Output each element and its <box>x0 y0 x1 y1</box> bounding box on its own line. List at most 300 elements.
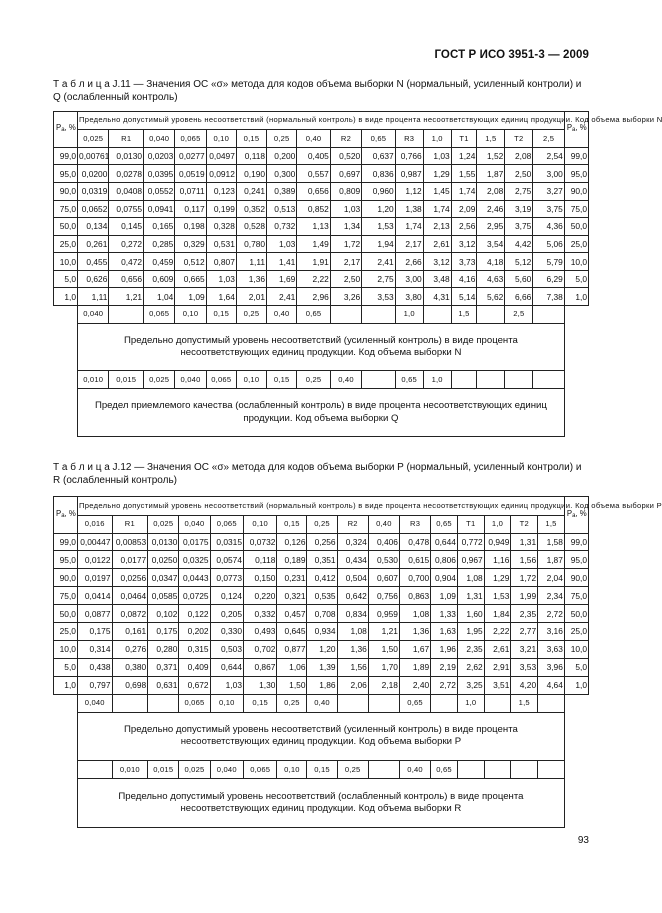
value-cell: 2,41 <box>362 253 396 271</box>
value-cell: 0,438 <box>77 658 112 676</box>
value-cell: 0,457 <box>277 605 307 623</box>
value-cell: 0,949 <box>484 533 511 551</box>
code-cell: 0,10 <box>243 515 276 533</box>
code-cell: 0,10 <box>206 130 236 148</box>
code-row <box>54 130 589 148</box>
value-cell: 3,12 <box>423 253 451 271</box>
reduced-code-cell <box>362 371 396 389</box>
value-cell: 2,22 <box>484 623 511 641</box>
value-cell: 1,49 <box>297 235 331 253</box>
value-cell: 2,61 <box>484 640 511 658</box>
value-cell: 0,520 <box>330 147 361 165</box>
value-cell: 0,0773 <box>210 569 243 587</box>
pa-cell-right: 10,0 <box>564 640 588 658</box>
value-cell: 3,53 <box>511 658 538 676</box>
normal-inspection-header: Предельно допустимый уровень несоответствий (нормальный контроль) в виде процента несоответствующих единиц продукции. Код объема выборки P <box>77 497 564 516</box>
value-cell: 1,94 <box>362 235 396 253</box>
reduced-code-cell <box>511 761 538 779</box>
value-cell: 0,0130 <box>148 533 179 551</box>
reduced-code-cell <box>484 761 511 779</box>
value-cell: 0,205 <box>210 605 243 623</box>
value-cell: 1,11 <box>78 288 109 306</box>
value-cell: 4,64 <box>538 676 565 694</box>
reduced-code-cell: 0,015 <box>109 371 144 389</box>
value-cell: 1,36 <box>337 640 368 658</box>
value-cell: 0,0122 <box>77 551 112 569</box>
tightened-code-row <box>54 694 589 712</box>
pa-cell: 1,0 <box>54 676 78 694</box>
value-cell: 0,175 <box>148 623 179 641</box>
reduced-code-cell: 0,040 <box>175 371 206 389</box>
value-cell: 1,58 <box>538 533 565 551</box>
value-cell: 0,0130 <box>109 147 144 165</box>
value-cell: 2,35 <box>511 605 538 623</box>
value-cell: 1,50 <box>368 640 399 658</box>
reduced-code-cell: 0,065 <box>206 371 236 389</box>
spacer-cell <box>54 305 78 323</box>
reduced-code-cell: 0,40 <box>330 371 361 389</box>
spacer-cell <box>54 712 78 761</box>
value-cell: 0,809 <box>330 183 361 201</box>
table-row <box>54 235 589 253</box>
pa-cell-right: 25,0 <box>564 235 588 253</box>
value-cell: 0,836 <box>362 165 396 183</box>
value-cell: 1,74 <box>423 200 451 218</box>
value-cell: 0,434 <box>337 551 368 569</box>
table-row <box>54 605 589 623</box>
tightened-code-row <box>54 305 589 323</box>
value-cell: 2,46 <box>477 200 505 218</box>
value-cell: 0,472 <box>109 253 144 271</box>
value-cell: 2,17 <box>395 235 423 253</box>
value-cell: 0,665 <box>175 270 206 288</box>
spacer-cell <box>564 761 588 779</box>
reduced-code-cell <box>477 371 505 389</box>
table-j11 <box>53 111 662 437</box>
value-cell: 1,87 <box>477 165 505 183</box>
reduced-code-cell: 0,040 <box>210 761 243 779</box>
reduced-code-row <box>54 371 589 389</box>
spacer-cell <box>564 779 588 828</box>
table-row <box>54 587 589 605</box>
page-number: 93 <box>577 835 589 846</box>
code-cell: T2 <box>511 515 538 533</box>
code-cell: 0,040 <box>144 130 175 148</box>
pa-subscript: a <box>572 127 576 134</box>
reduced-desc-row <box>54 779 589 828</box>
spacer-cell <box>564 305 588 323</box>
value-cell: 0,231 <box>277 569 307 587</box>
code-cell: T2 <box>505 130 533 148</box>
pa-cell: 10,0 <box>54 253 78 271</box>
value-cell: 1,63 <box>431 623 458 641</box>
value-cell: 0,867 <box>243 658 276 676</box>
value-cell: 0,124 <box>210 587 243 605</box>
value-cell: 2,56 <box>451 218 477 236</box>
pa-cell: 95,0 <box>54 551 78 569</box>
pa-cell-right: 99,0 <box>564 147 588 165</box>
tightened-code-cell <box>330 305 361 323</box>
value-cell: 3,51 <box>484 676 511 694</box>
value-cell: 0,656 <box>297 183 331 201</box>
value-cell: 1,41 <box>267 253 297 271</box>
code-cell: 0,016 <box>77 515 112 533</box>
value-cell: 0,512 <box>175 253 206 271</box>
value-cell: 0,145 <box>109 218 144 236</box>
tightened-code-cell <box>533 305 565 323</box>
value-cell: 0,642 <box>337 587 368 605</box>
value-cell: 2,54 <box>533 147 565 165</box>
code-cell: 0,40 <box>368 515 399 533</box>
value-cell: 0,0552 <box>144 183 175 201</box>
table-row <box>54 569 589 587</box>
code-cell: R3 <box>399 515 430 533</box>
value-cell: 5,14 <box>451 288 477 306</box>
value-cell: 0,644 <box>210 658 243 676</box>
value-cell: 4,31 <box>423 288 451 306</box>
tightened-code-cell <box>337 694 368 712</box>
reduced-code-cell: 0,15 <box>267 371 297 389</box>
pa-cell: 90,0 <box>54 183 78 201</box>
value-cell: 0,412 <box>307 569 337 587</box>
reduced-code-cell <box>505 371 533 389</box>
value-cell: 2,19 <box>431 658 458 676</box>
value-cell: 2,04 <box>538 569 565 587</box>
value-cell: 3,00 <box>533 165 565 183</box>
pa-symbol: P <box>566 508 573 518</box>
value-cell: 3,12 <box>451 235 477 253</box>
value-cell: 0,00447 <box>77 533 112 551</box>
tightened-code-cell: 0,25 <box>236 305 266 323</box>
reduced-code-cell: 0,010 <box>78 371 109 389</box>
value-cell: 0,0256 <box>112 569 148 587</box>
pa-cell-right: 25,0 <box>564 623 588 641</box>
pa-cell-right: 50,0 <box>564 605 588 623</box>
value-cell: 0,0574 <box>210 551 243 569</box>
tightened-code-cell: 0,15 <box>206 305 236 323</box>
spacer-cell <box>54 779 78 828</box>
value-cell: 0,0872 <box>112 605 148 623</box>
reduced-code-cell: 0,010 <box>112 761 148 779</box>
value-cell: 1,39 <box>307 658 337 676</box>
value-cell: 0,459 <box>144 253 175 271</box>
reduced-code-cell: 0,015 <box>148 761 179 779</box>
value-cell: 0,0711 <box>175 183 206 201</box>
tightened-code-cell: 1,5 <box>451 305 477 323</box>
value-cell: 0,118 <box>236 147 266 165</box>
reduced-code-cell <box>538 761 565 779</box>
value-cell: 0,0519 <box>175 165 206 183</box>
value-cell: 0,0652 <box>78 200 109 218</box>
value-cell: 0,607 <box>368 569 399 587</box>
value-cell: 7,38 <box>533 288 565 306</box>
value-cell: 0,189 <box>277 551 307 569</box>
normal-inspection-header: Предельно допустимый уровень несоответствий (нормальный контроль) в виде процента несоответствующих единиц продукции. Код объема выборки N <box>78 112 565 130</box>
reduced-code-cell: 0,10 <box>277 761 307 779</box>
pa-cell: 10,0 <box>54 640 78 658</box>
tightened-code-cell: 0,40 <box>267 305 297 323</box>
code-cell: R2 <box>330 130 361 148</box>
value-cell: 2,72 <box>431 676 458 694</box>
pa-cell: 25,0 <box>54 623 78 641</box>
value-cell: 4,63 <box>477 270 505 288</box>
pa-cell-right: 5,0 <box>564 658 588 676</box>
pa-cell-right: 90,0 <box>564 183 588 201</box>
reduced-desc-row <box>54 389 589 437</box>
value-cell: 2,91 <box>484 658 511 676</box>
tightened-code-cell: 0,040 <box>77 694 112 712</box>
value-cell: 0,256 <box>307 533 337 551</box>
tightened-desc-row <box>54 712 589 761</box>
tightened-description: Предельно допустимый уровень несоответствий (усиленный контроль) в виде процента несоответствующих единиц продукции. Код объема выборки P <box>77 712 564 761</box>
tightened-code-cell: 0,10 <box>175 305 206 323</box>
value-cell: 0,698 <box>112 676 148 694</box>
value-cell: 0,117 <box>175 200 206 218</box>
value-cell: 0,0585 <box>148 587 179 605</box>
pa-subscript: a <box>61 127 65 134</box>
pa-unit: , % <box>575 508 587 518</box>
value-cell: 2,08 <box>505 147 533 165</box>
value-cell: 1,38 <box>395 200 423 218</box>
value-cell: 2,96 <box>297 288 331 306</box>
value-cell: 2,75 <box>362 270 396 288</box>
pa-cell: 50,0 <box>54 218 78 236</box>
pa-cell: 25,0 <box>54 235 78 253</box>
value-cell: 1,33 <box>431 605 458 623</box>
pa-cell-right: 1,0 <box>564 288 588 306</box>
value-cell: 0,672 <box>179 676 210 694</box>
value-cell: 0,631 <box>148 676 179 694</box>
code-cell: 0,40 <box>297 130 331 148</box>
tightened-code-cell <box>368 694 399 712</box>
pa-cell: 5,0 <box>54 270 78 288</box>
value-cell: 0,0725 <box>179 587 210 605</box>
value-cell: 1,74 <box>395 218 423 236</box>
value-cell: 1,99 <box>511 587 538 605</box>
pa-header-cell <box>54 112 78 148</box>
value-cell: 0,0347 <box>148 569 179 587</box>
value-cell: 3,26 <box>330 288 361 306</box>
reduced-code-cell <box>457 761 484 779</box>
spacer-cell <box>564 323 588 371</box>
value-cell: 0,987 <box>395 165 423 183</box>
value-cell: 1,64 <box>206 288 236 306</box>
table-row <box>54 253 589 271</box>
value-cell: 0,134 <box>78 218 109 236</box>
value-cell: 0,190 <box>236 165 266 183</box>
value-cell: 0,877 <box>277 640 307 658</box>
code-cell: 0,065 <box>175 130 206 148</box>
value-cell: 0,314 <box>77 640 112 658</box>
table-row <box>54 623 589 641</box>
value-cell: 2,77 <box>511 623 538 641</box>
value-cell: 0,960 <box>362 183 396 201</box>
value-cell: 3,16 <box>538 623 565 641</box>
value-cell: 1,36 <box>399 623 430 641</box>
value-cell: 0,123 <box>206 183 236 201</box>
value-cell: 0,967 <box>457 551 484 569</box>
value-cell: 2,13 <box>423 218 451 236</box>
value-cell: 0,0277 <box>175 147 206 165</box>
value-cell: 0,00761 <box>78 147 109 165</box>
value-cell: 0,637 <box>362 147 396 165</box>
value-cell: 0,455 <box>78 253 109 271</box>
value-cell: 1,52 <box>477 147 505 165</box>
value-cell: 0,0414 <box>77 587 112 605</box>
pa-cell-right: 75,0 <box>564 587 588 605</box>
value-cell: 0,200 <box>267 147 297 165</box>
value-cell: 1,60 <box>457 605 484 623</box>
value-cell: 1,29 <box>484 569 511 587</box>
tightened-code-cell: 0,10 <box>210 694 243 712</box>
value-cell: 0,732 <box>267 218 297 236</box>
value-cell: 1,08 <box>337 623 368 641</box>
value-cell: 0,0197 <box>77 569 112 587</box>
value-cell: 2,50 <box>505 165 533 183</box>
table-row <box>54 270 589 288</box>
code-cell: 0,040 <box>179 515 210 533</box>
reduced-code-row <box>54 761 589 779</box>
value-cell: 0,645 <box>277 623 307 641</box>
value-cell: 2,62 <box>457 658 484 676</box>
value-cell: 0,609 <box>144 270 175 288</box>
value-cell: 0,772 <box>457 533 484 551</box>
value-cell: 0,0325 <box>179 551 210 569</box>
value-cell: 0,644 <box>431 533 458 551</box>
standard-header: ГОСТ Р ИСО 3951-3 — 2009 <box>434 49 589 61</box>
value-cell: 1,70 <box>368 658 399 676</box>
value-cell: 0,389 <box>267 183 297 201</box>
value-cell: 0,478 <box>399 533 430 551</box>
value-cell: 3,48 <box>423 270 451 288</box>
value-cell: 1,08 <box>399 605 430 623</box>
value-cell: 3,25 <box>457 676 484 694</box>
value-cell: 0,0175 <box>179 533 210 551</box>
header-row <box>54 112 589 130</box>
value-cell: 3,54 <box>477 235 505 253</box>
pa-cell-right: 95,0 <box>564 551 588 569</box>
value-cell: 2,50 <box>330 270 361 288</box>
value-cell: 1,13 <box>297 218 331 236</box>
tightened-description: Предельно допустимый уровень несоответствий (усиленный контроль) в виде процента несоответствующих единиц продукции. Код объема выборки N <box>78 323 565 371</box>
value-cell: 1,45 <box>423 183 451 201</box>
table-row <box>54 288 589 306</box>
value-cell: 1,84 <box>484 605 511 623</box>
spacer-cell <box>564 371 588 389</box>
value-cell: 2,72 <box>538 605 565 623</box>
value-cell: 0,276 <box>112 640 148 658</box>
value-cell: 0,280 <box>148 640 179 658</box>
table-row <box>54 676 589 694</box>
value-cell: 0,904 <box>431 569 458 587</box>
table-row <box>54 658 589 676</box>
value-cell: 2,06 <box>337 676 368 694</box>
value-cell: 3,21 <box>511 640 538 658</box>
reduced-code-cell <box>451 371 477 389</box>
table-row <box>54 640 589 658</box>
tightened-code-cell <box>109 305 144 323</box>
value-cell: 0,934 <box>307 623 337 641</box>
tightened-code-cell <box>538 694 565 712</box>
value-cell: 0,0177 <box>112 551 148 569</box>
value-cell: 0,161 <box>112 623 148 641</box>
pa-unit: , % <box>575 123 587 133</box>
value-cell: 2,66 <box>395 253 423 271</box>
value-cell: 1,09 <box>175 288 206 306</box>
value-cell: 2,40 <box>399 676 430 694</box>
value-cell: 1,56 <box>337 658 368 676</box>
value-cell: 0,503 <box>210 640 243 658</box>
value-cell: 0,626 <box>78 270 109 288</box>
pa-cell-right: 1,0 <box>564 676 588 694</box>
reduced-code-cell: 0,15 <box>307 761 337 779</box>
value-cell: 0,0877 <box>77 605 112 623</box>
value-cell: 0,329 <box>175 235 206 253</box>
pa-cell: 75,0 <box>54 200 78 218</box>
value-cell: 0,557 <box>297 165 331 183</box>
value-cell: 1,95 <box>457 623 484 641</box>
value-cell: 1,29 <box>423 165 451 183</box>
pa-symbol: P <box>566 123 573 133</box>
value-cell: 0,406 <box>368 533 399 551</box>
value-cell: 0,0443 <box>179 569 210 587</box>
code-cell: 0,15 <box>236 130 266 148</box>
pa-header-cell <box>54 497 78 534</box>
code-cell: 1,5 <box>538 515 565 533</box>
value-cell: 1,16 <box>484 551 511 569</box>
value-cell: 0,756 <box>368 587 399 605</box>
pa-cell: 99,0 <box>54 533 78 551</box>
pa-subscript: a <box>61 512 65 519</box>
value-cell: 0,175 <box>77 623 112 641</box>
reduced-code-cell: 0,25 <box>297 371 331 389</box>
code-cell: R1 <box>112 515 148 533</box>
reduced-code-cell <box>533 371 565 389</box>
value-cell: 0,615 <box>399 551 430 569</box>
value-cell: 1,03 <box>206 270 236 288</box>
value-cell: 0,0408 <box>109 183 144 201</box>
value-cell: 0,315 <box>179 640 210 658</box>
value-cell: 0,324 <box>337 533 368 551</box>
value-cell: 2,08 <box>477 183 505 201</box>
value-cell: 1,50 <box>277 676 307 694</box>
code-cell: R3 <box>395 130 423 148</box>
value-cell: 0,0941 <box>144 200 175 218</box>
code-cell: 1,0 <box>423 130 451 148</box>
header-row <box>54 497 589 516</box>
value-cell: 4,36 <box>533 218 565 236</box>
value-cell: 1,67 <box>399 640 430 658</box>
code-cell: 0,025 <box>148 515 179 533</box>
value-cell: 1,06 <box>277 658 307 676</box>
code-cell: T1 <box>451 130 477 148</box>
table-j11-caption: Т а б л и ц а J.11 — Значения ОС «σ» метода для кодов объема выборки N (нормальный, усиленный контроли) и Q (ослабленный контроль) <box>53 79 582 103</box>
value-cell: 0,513 <box>267 200 297 218</box>
value-cell: 0,0912 <box>206 165 236 183</box>
value-cell: 3,80 <box>395 288 423 306</box>
table-row <box>54 533 589 551</box>
value-cell: 1,03 <box>210 676 243 694</box>
value-cell: 0,0464 <box>112 587 148 605</box>
value-cell: 1,53 <box>362 218 396 236</box>
value-cell: 2,75 <box>505 183 533 201</box>
code-row <box>54 515 589 533</box>
pa-symbol: P <box>56 508 62 518</box>
value-cell: 2,95 <box>477 218 505 236</box>
value-cell: 0,863 <box>399 587 430 605</box>
code-cell: 0,65 <box>431 515 458 533</box>
value-cell: 0,220 <box>243 587 276 605</box>
